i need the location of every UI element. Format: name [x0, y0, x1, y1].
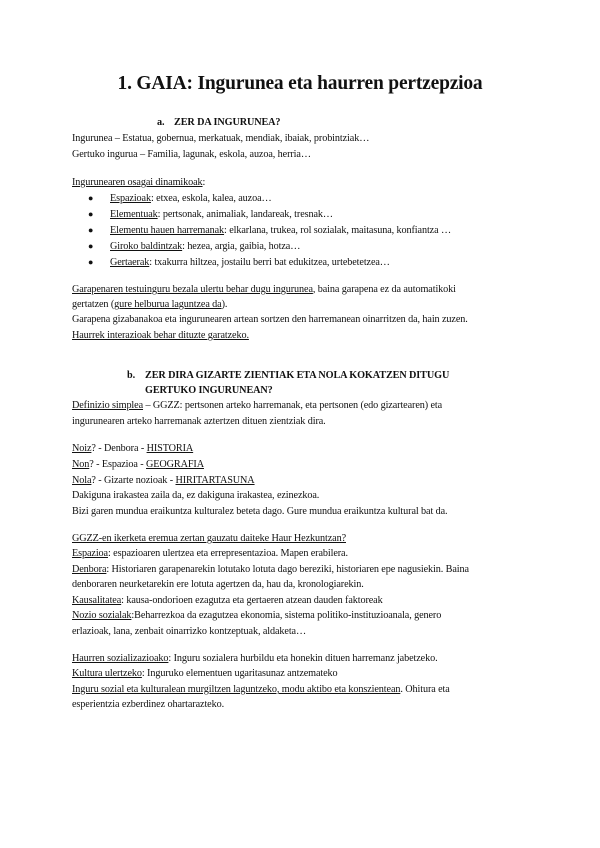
field-line: Nozio sozialak:Beharrezkoa da ezagutzea ekonomia, sistema politiko-instituzioanala, genero	[72, 610, 442, 621]
list-item: Giroko baldintzak: hezea, argia, gaibia, hotza…	[110, 241, 301, 252]
section-a-line: Ingurunea – Estatua, gobernua, merkatuak, mendiak, ibaiak, probintziak…	[72, 133, 370, 144]
purpose-line: Kultura ulertzeko: Inguruko elementuen ugaritasunaz antzemateko	[72, 668, 338, 679]
definition-line: ingurunearen arteko harremanak aztertzen dituen zientziak dira.	[72, 416, 326, 427]
section-b-letter: b.	[127, 370, 136, 381]
question-line: Noiz? - Denbora - HISTORIA	[72, 443, 194, 454]
section-b-heading: GERTUKO INGURUNEAN?	[145, 385, 273, 396]
subheading: Ingurunearen osagai dinamikoak:	[72, 177, 206, 188]
list-item: Elementu hauen harremanak: elkarlana, trukea, rol sozialak, maitasuna, konfiantza …	[110, 225, 452, 236]
section-a-line: Gertuko ingurua – Familia, lagunak, eskola, auzoa, herria…	[72, 149, 311, 160]
paragraph-line: gertatzen (gure helburua laguntzea da).	[72, 299, 228, 310]
bullet: ●	[88, 209, 94, 219]
field-line: Kausalitatea: kausa-ondorioen ezagutza eta gertaeren atzean dauden faktoreak	[72, 595, 383, 606]
section-b-heading: ZER DIRA GIZARTE ZIENTIAK ETA NOLA KOKATZEN DITUGU	[145, 370, 450, 381]
question-heading: GGZZ-en ikerketa eremua zertan gauzatu daiteke Haur Hezkuntzan?	[72, 533, 346, 544]
sentence-line: Bizi garen mundua eraikuntza kulturalez beteta dago. Gure mundua eraikuntza kultural bat da.	[72, 506, 448, 517]
bullet: ●	[88, 241, 94, 251]
page-title: 1. GAIA: Ingurunea eta haurren pertzepzioa	[117, 73, 483, 94]
list-item: Elementuak: pertsonak, animaliak, landareak, tresnak…	[110, 209, 333, 220]
field-line: Denbora: Historiaren garapenarekin lotutako lotuta dago bereziki, historiaren epe nagusiekin. Baina	[72, 564, 469, 575]
list-item: Espazioak: etxea, eskola, kalea, auzoa…	[110, 193, 272, 204]
question-line: Non? - Espazioa - GEOGRAFIA	[72, 459, 204, 470]
purpose-line: Inguru sozial eta kulturalean murgiltzen laguntzeko, modu aktibo eta konszientean. Ohitura eta	[72, 684, 450, 695]
bullet: ●	[88, 225, 94, 235]
paragraph-line: Haurrek interazioak behar dituzte garatzeko.	[72, 330, 249, 341]
paragraph-line: Garapena gizabanakoa eta ingurunearen artean sortzen den harremanean oinarritzen da, hain zuzen.	[72, 314, 468, 325]
question-line: Nola? - Gizarte nozioak - HIRITARTASUNA	[72, 475, 255, 486]
field-line: erlazioak, lana, zenbait oinarrizko kontzeptuak, aldaketa…	[72, 626, 307, 637]
field-line: denboraren neurketarekin ere lotuta agertzen da, hau da, kronologiarekin.	[72, 579, 364, 590]
purpose-line: Haurren sozializazioako: Inguru sozialera hurbildu eta honekin dituen harremanz jabetzeko.	[72, 653, 438, 664]
purpose-line: esperientzia ezberdinez ohartarazteko.	[72, 699, 225, 710]
field-line: Espazioa: espazioaren ulertzea eta errepresentazioa. Mapen erabilera.	[72, 548, 348, 559]
definition-line: Definizio simplea – GGZZ: pertsonen arteko harremanak, eta pertsonen (edo gizartearen) eta	[72, 400, 443, 411]
paragraph-line: Garapenaren testuinguru bezala ulertu behar dugu ingurunea, baina garapena ez da automatikoki	[72, 284, 456, 295]
bullet: ●	[88, 193, 94, 203]
section-a-letter: a.	[157, 117, 165, 128]
sentence-line: Dakiguna irakastea zaila da, ez dakiguna irakastea, ezinezkoa.	[72, 490, 320, 501]
list-item: Gertaerak: txakurra hiltzea, jostailu berri bat edukitzea, urtebetetzea…	[110, 257, 390, 268]
section-a-heading: ZER DA INGURUNEA?	[174, 117, 281, 128]
bullet: ●	[88, 257, 94, 267]
